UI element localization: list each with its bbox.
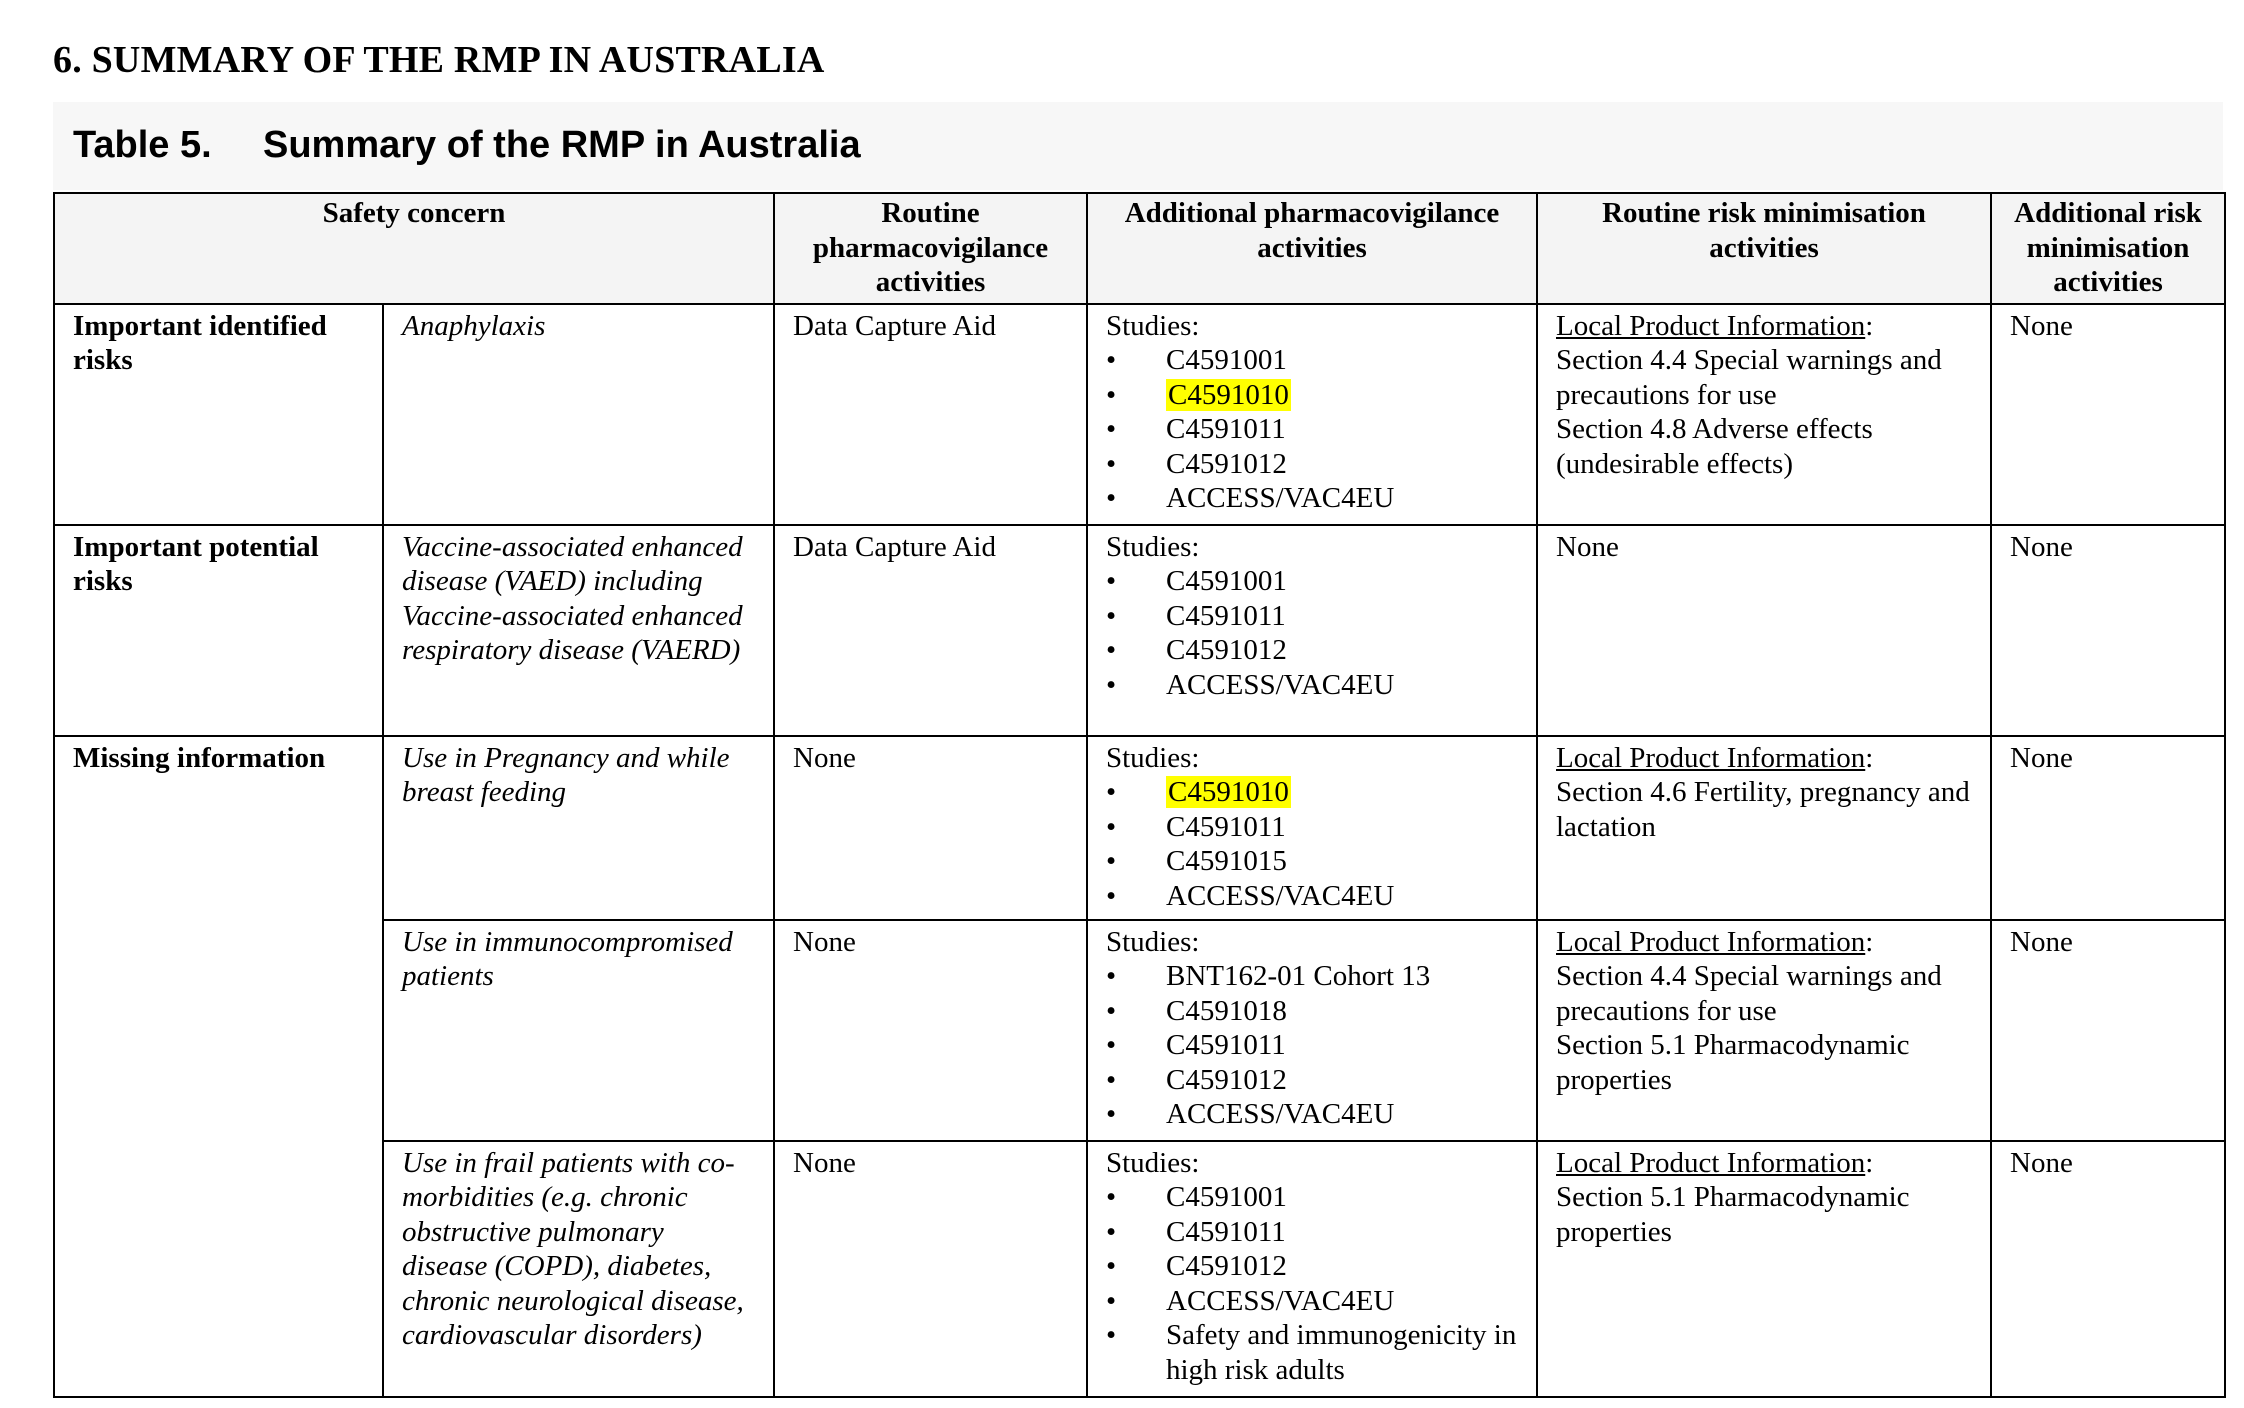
safety-concern-cell: Use in immunocompromised patients	[383, 920, 774, 1141]
table-row	[54, 304, 2225, 525]
additional-pv-cell	[1087, 736, 1537, 920]
safety-concern-cell: Anaphylaxis	[383, 304, 774, 525]
study-item: • C4591012	[1106, 1063, 1518, 1098]
additional-rm-cell: None	[1991, 304, 2225, 525]
local-product-information-label: Local Product Information	[1556, 741, 1866, 774]
table-row	[54, 736, 2225, 920]
studies-list	[1106, 959, 1518, 1132]
section-heading: 6. SUMMARY OF THE RMP IN AUSTRALIA	[53, 39, 825, 81]
study-item: • C4591012	[1106, 447, 1518, 482]
safety-concern-cell: Vaccine-associated enhanced disease (VAED) including Vaccine-associated enhanced respiratory disease (VAERD)	[383, 525, 774, 736]
additional-rm-cell: None	[1991, 736, 2225, 920]
table-number: Table 5.	[73, 124, 212, 166]
local-product-information-label: Local Product Information	[1556, 925, 1866, 958]
study-item-highlighted	[1106, 378, 1518, 413]
category-potential-risks: Important potential risks	[54, 525, 383, 736]
study-item: • C4591011	[1106, 810, 1518, 845]
additional-pv-cell	[1087, 304, 1537, 525]
study-item: • BNT162-01 Cohort 13	[1106, 959, 1518, 994]
studies-list	[1106, 1180, 1518, 1387]
additional-pv-cell	[1087, 525, 1537, 736]
study-item: • C4591015	[1106, 844, 1518, 879]
safety-concern-cell: Use in frail patients with co-morbidities (e.g. chronic obstructive pulmonary disease (COPD), diabetes, chronic neurological disease, cardiovascular disorders)	[383, 1141, 774, 1397]
study-item: • C4591012	[1106, 1249, 1518, 1284]
additional-rm-cell: None	[1991, 1141, 2225, 1397]
routine-pv-cell: None	[774, 736, 1087, 920]
studies-label: Studies:	[1106, 741, 1200, 774]
additional-pv-cell	[1087, 1141, 1537, 1397]
local-product-information-label: Local Product Information	[1556, 309, 1866, 342]
rmp-summary-table	[53, 192, 2226, 1398]
study-item: • C4591001	[1106, 564, 1518, 599]
routine-rm-cell: None	[1537, 525, 1991, 736]
study-item: • ACCESS/VAC4EU	[1106, 481, 1518, 516]
header-additional-pv: Additional pharmacovigilance activities	[1087, 193, 1537, 304]
study-item: • ACCESS/VAC4EU	[1106, 1097, 1518, 1132]
header-routine-pv: Routine pharmacovigilance activities	[774, 193, 1087, 304]
routine-rm-line: Section 4.6 Fertility, pregnancy and lactation	[1556, 776, 1970, 843]
routine-rm-cell: Local Product Information: Section 5.1 Pharmacodynamic properties	[1537, 1141, 1991, 1397]
study-item: • ACCESS/VAC4EU	[1106, 879, 1518, 914]
studies-label: Studies:	[1106, 1146, 1200, 1179]
table-title: Summary of the RMP in Australia	[263, 124, 861, 166]
highlighted-study: C4591010	[1168, 378, 1289, 411]
study-item: • C4591018	[1106, 994, 1518, 1029]
study-item-highlighted	[1106, 775, 1518, 810]
routine-rm-cell: Local Product Information: Section 4.6 Fertility, pregnancy and lactation	[1537, 736, 1991, 920]
study-item: • C4591011	[1106, 412, 1518, 447]
additional-pv-cell	[1087, 920, 1537, 1141]
category-missing-information: Missing information	[54, 736, 383, 1397]
studies-label: Studies:	[1106, 309, 1200, 342]
table-row	[54, 525, 2225, 736]
routine-rm-line: Section 5.1 Pharmacodynamic properties	[1556, 1181, 1910, 1248]
studies-list	[1106, 343, 1518, 516]
study-item: • C4591012	[1106, 633, 1518, 668]
study-item: • ACCESS/VAC4EU	[1106, 668, 1518, 703]
study-item: • Safety and immunogenicity in high risk adults	[1106, 1318, 1518, 1387]
additional-rm-cell: None	[1991, 920, 2225, 1141]
header-safety-concern: Safety concern	[54, 193, 774, 304]
routine-rm-line: Section 4.8 Adverse effects (undesirable effects)	[1556, 413, 1873, 480]
category-identified-risks: Important identified risks	[54, 304, 383, 525]
study-item: • C4591011	[1106, 1215, 1518, 1250]
highlighted-study: C4591010	[1168, 776, 1289, 808]
routine-rm-cell: Local Product Information: Section 4.4 Special warnings and precautions for use Section 4.8 Adverse effects (undesirable effects)	[1537, 304, 1991, 525]
local-product-information-label: Local Product Information	[1556, 1146, 1866, 1179]
routine-pv-cell: None	[774, 1141, 1087, 1397]
studies-label: Studies:	[1106, 530, 1200, 563]
routine-pv-cell: None	[774, 920, 1087, 1141]
table-header-row	[54, 193, 2225, 304]
table-caption	[73, 124, 861, 167]
routine-rm-cell: Local Product Information: Section 4.4 Special warnings and precautions for use Section 5.1 Pharmacodynamic properties	[1537, 920, 1991, 1141]
study-item: • C4591001	[1106, 1180, 1518, 1215]
routine-pv-cell: Data Capture Aid	[774, 525, 1087, 736]
studies-list	[1106, 775, 1518, 913]
routine-rm-line: Section 4.4 Special warnings and precautions for use	[1556, 344, 1942, 411]
study-item: • ACCESS/VAC4EU	[1106, 1284, 1518, 1319]
safety-concern-cell: Use in Pregnancy and while breast feeding	[383, 736, 774, 920]
studies-label: Studies:	[1106, 925, 1200, 958]
routine-rm-line: Section 4.4 Special warnings and precautions for use	[1556, 960, 1942, 1027]
study-item: • C4591001	[1106, 343, 1518, 378]
study-item: • C4591011	[1106, 1028, 1518, 1063]
header-routine-rm: Routine risk minimisation activities	[1537, 193, 1991, 304]
routine-pv-cell: Data Capture Aid	[774, 304, 1087, 525]
routine-rm-line: Section 5.1 Pharmacodynamic properties	[1556, 1029, 1910, 1096]
header-additional-rm: Additional risk minimisation activities	[1991, 193, 2225, 304]
additional-rm-cell: None	[1991, 525, 2225, 736]
studies-list	[1106, 564, 1518, 702]
study-item: • C4591011	[1106, 599, 1518, 634]
